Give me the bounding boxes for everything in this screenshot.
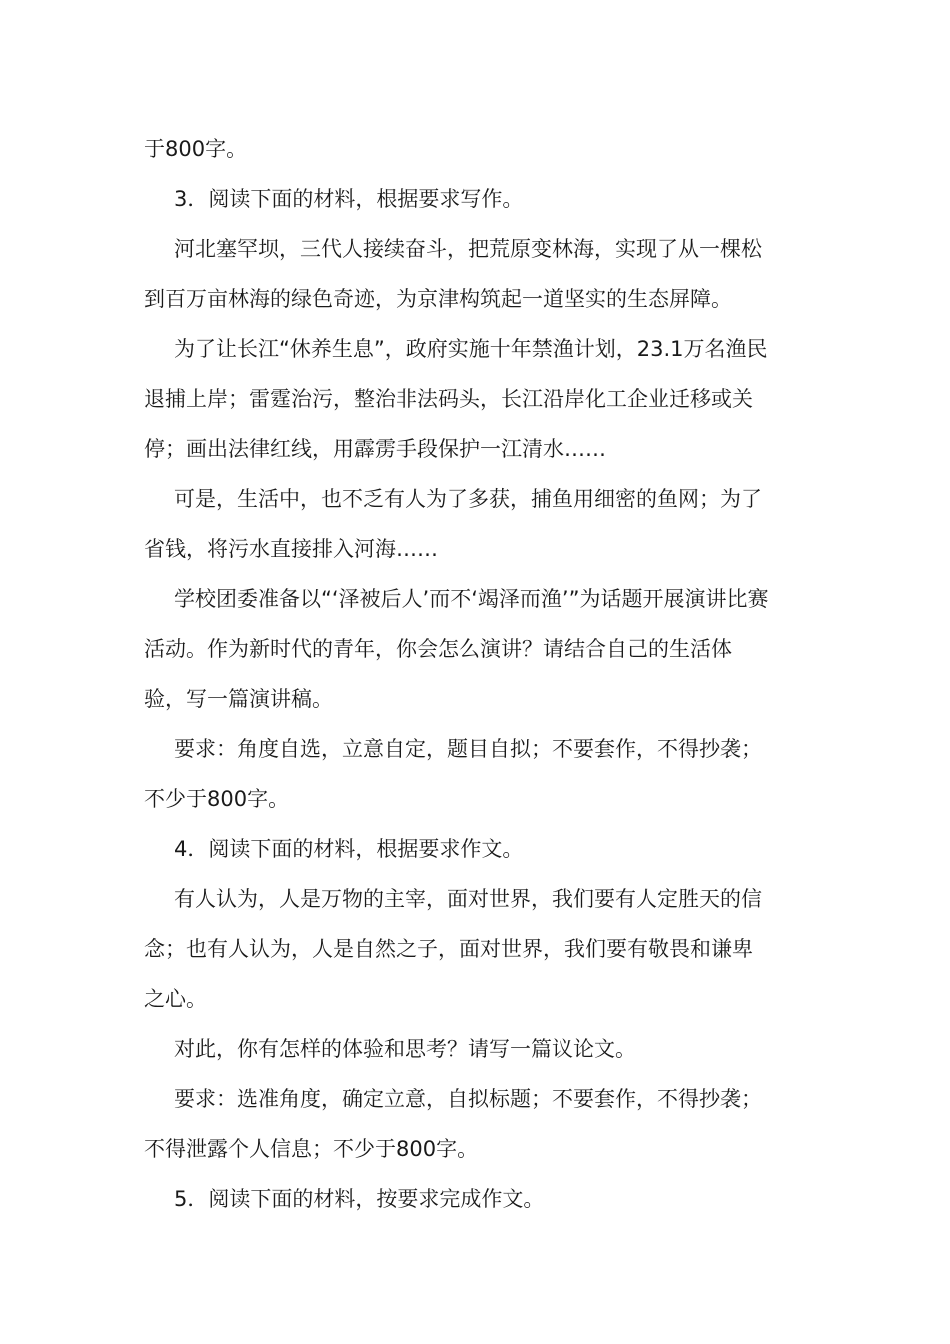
text-line: 于800字。 — [144, 137, 248, 161]
requirement-line: 要求：角度自选，立意自定，题目自拟；不要套作，不得抄袭； — [174, 737, 762, 761]
question-5-heading: 5．阅读下面的材料，按要求完成作文。 — [174, 1187, 545, 1211]
text-line: 退捕上岸；雷霆治污，整治非法码头，长江沿岸化工企业迁移或关 — [144, 387, 753, 411]
text-line: 对此，你有怎样的体验和思考？请写一篇议论文。 — [174, 1037, 636, 1061]
text-line: 念；也有人认为，人是自然之子，面对世界，我们要有敬畏和谦卑 — [144, 937, 753, 961]
text-line: 之心。 — [144, 987, 207, 1011]
requirement-line: 不得泄露个人信息；不少于800字。 — [144, 1137, 479, 1161]
requirement-line: 要求：选准角度，确定立意，自拟标题；不要套作，不得抄袭； — [174, 1087, 762, 1111]
text-line: 省钱，将污水直接排入河海…… — [144, 537, 438, 561]
text-line: 验，写一篇演讲稿。 — [144, 687, 333, 711]
question-4-heading: 4．阅读下面的材料，根据要求作文。 — [174, 837, 524, 861]
text-line: 学校团委准备以“‘泽被后人’而不‘竭泽而渔’”为话题开展演讲比赛 — [174, 587, 769, 611]
text-line: 为了让长江“休养生息”，政府实施十年禁渔计划，23.1万名渔民 — [174, 337, 768, 361]
text-line: 可是，生活中，也不乏有人为了多获，捕鱼用细密的鱼网；为了 — [174, 487, 762, 511]
text-line: 停；画出法律红线，用霹雳手段保护一江清水…… — [144, 437, 606, 461]
text-line: 河北塞罕坝，三代人接续奋斗，把荒原变林海，实现了从一棵松 — [174, 237, 762, 261]
text-line: 活动。作为新时代的青年，你会怎么演讲？请结合自己的生活体 — [144, 637, 732, 661]
question-3-heading: 3．阅读下面的材料，根据要求写作。 — [174, 187, 524, 211]
text-line: 到百万亩林海的绿色奇迹，为京津构筑起一道坚实的生态屏障。 — [144, 287, 732, 311]
text-line: 有人认为，人是万物的主宰，面对世界，我们要有人定胜天的信 — [174, 887, 762, 911]
requirement-line: 不少于800字。 — [144, 787, 290, 811]
